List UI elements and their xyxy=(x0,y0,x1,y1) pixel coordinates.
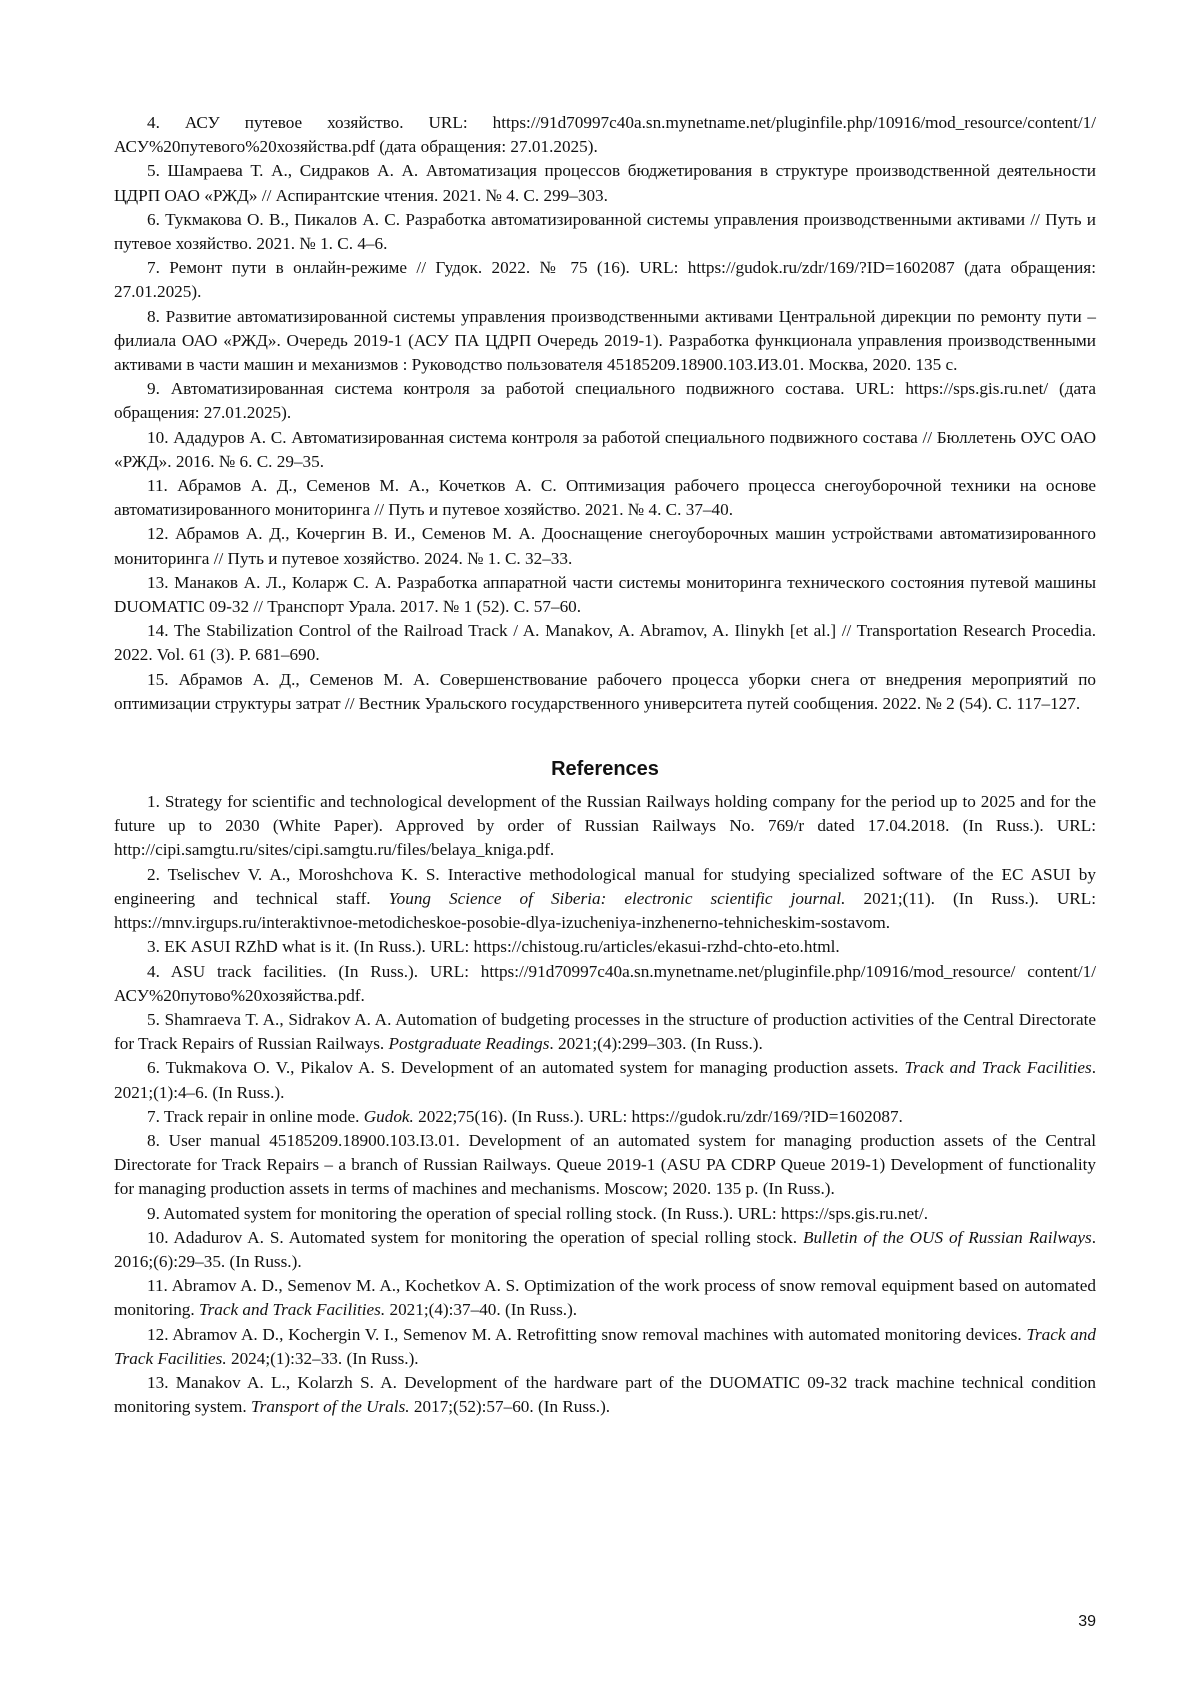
reference-item xyxy=(114,1008,1096,1056)
english-reference-list xyxy=(114,790,1096,1419)
reference-text: 11. Abramov A. D., Semenov M. A., Kochetkov A. S. Optimization of the work process of snow removal equipment based on automated monitoring. xyxy=(114,1276,1096,1319)
reference-details: . 2016;(6):29–35. (In Russ.). xyxy=(114,1228,1096,1271)
reference-item xyxy=(114,1323,1096,1371)
reference-item: 10. Ададуров А. С. Автоматизированная система контроля за работой специального подвижного состава // Бюл­летень ОУС ОАО «РЖД». 2016. № 6. С. 29–35. xyxy=(114,426,1096,474)
reference-text: 10. Adadurov A. S. Automated system for monitoring the operation of special rolling stock. xyxy=(147,1228,803,1247)
reference-source: Bulletin of the OUS of Russian Railways xyxy=(803,1228,1092,1247)
reference-item: 8. Развитие автоматизированной системы управления производственными активами Центральной дирекции по ремонту пути – филиала ОАО «РЖД». Очередь 2019-1 (АСУ ПА ЦДРП Очередь 2019-1). Разработка функционала управления производственными активами в части машин и механизмов : Руководство пользователя 45185209.18900.103.ИЗ.01. Москва, 2020. 135 с. xyxy=(114,305,1096,378)
reference-item: 4. АСУ путевое хозяйство. URL: https://91d70997c40a.sn.mynetname.net/pluginfile.php/10916/mod_resource/con­tent/1/АСУ%20путевого%20хозяйства.pdf (дата обращения: 27.01.2025). xyxy=(114,111,1096,159)
reference-text: 5. Shamraeva T. A., Sidrakov A. A. Automation of budgeting processes in the structure of production activities of the Central Directorate for Track Repairs of Russian Railways. xyxy=(114,1010,1096,1053)
reference-details: 2022;75(16). (In Russ.). URL: https://gudok.ru/zdr/169/?ID=1602087. xyxy=(414,1107,903,1126)
reference-item: 13. Манаков А. Л., Коларж С. А. Разработка аппаратной части системы мониторинга технического состояния пу­тевой машины DUOMATIC 09-32 // Транспорт Урала. 2017. № 1 (52). С. 57–60. xyxy=(114,571,1096,619)
reference-item xyxy=(114,863,1096,936)
reference-item: 6. Тукмакова О. В., Пикалов А. С. Разработка автоматизированной системы управления производственными ак­тивами // Путь и путевое хозяйство. 2021. № 1. С. 4–6. xyxy=(114,208,1096,256)
russian-reference-list xyxy=(114,111,1096,716)
reference-text: 3. EK ASUI RZhD what is it. (In Russ.). URL: https://chistoug.ru/articles/ekasui-rzhd-chto-eto.html. xyxy=(147,937,840,956)
reference-item xyxy=(114,790,1096,863)
reference-item xyxy=(114,1371,1096,1419)
reference-text: 8. User manual 45185209.18900.103.I3.01. Development of an automated system for managing production assets of the Central Directorate for Track Repairs – a branch of Russian Railways. Queue 2019-1 (ASU PA CDRP Queue 2019-1) Devel­opment of functionality for managing production assets in terms of machines and mechanisms. Moscow; 2020. 135 p. (In Russ.). xyxy=(114,1131,1096,1198)
reference-text: 12. Abramov A. D., Kochergin V. I., Semenov M. A. Retrofitting snow removal machines with automated monitoring devices. xyxy=(147,1325,1026,1344)
reference-source: Postgraduate Readings xyxy=(389,1034,550,1053)
reference-item: 14. The Stabilization Control of the Railroad Track / A. Manakov, A. Abramov, A. Ilinykh [et al.] // Transportation Re­search Procedia. 2022. Vol. 61 (3). P. 681–690. xyxy=(114,619,1096,667)
reference-item: 9. Автоматизированная система контроля за работой специального подвижного состава. URL: https://sps.gis.ru.net/ (дата обращения: 27.01.2025). xyxy=(114,377,1096,425)
reference-item: 15. Абрамов А. Д., Семенов М. А. Совершенствование рабочего процесса уборки снега от внедрения мероприятий по оптимизации структуры затрат // Вестник Уральского государственного университета путей сообщения. 2022. № 2 (54). С. 117–127. xyxy=(114,668,1096,716)
reference-item: 5. Шамраева Т. А., Сидраков А. А. Автоматизация процессов бюджетирования в структуре производственной де­ятельности ЦДРП ОАО «РЖД» // Аспирантские чтения. 2021. № 4. С. 299–303. xyxy=(114,159,1096,207)
reference-text: 1. Strategy for scientific and technological development of the Russian Railways holding company for the period up to 2025 and for the future up to 2030 (White Paper). Approved by order of Russian Railways No. 769/r dated 17.04.2018. (In Russ.). URL: http://cipi.samgtu.ru/sites/cipi.samgtu.ru/files/belaya_kniga.pdf. xyxy=(114,792,1096,859)
reference-source: Track and Track Facilities. xyxy=(114,1325,1096,1368)
reference-item xyxy=(114,1129,1096,1202)
reference-details: 2021;(4):37–40. (In Russ.). xyxy=(385,1300,577,1319)
reference-details: 2024;(1):32–33. (In Russ.). xyxy=(227,1349,419,1368)
reference-details: 2021;(11). (In Russ.). URL: https://mnv.irgups.ru/interaktivnoe-metodicheskoe-posobie-dlya-izucheniya-inzhenerno-tehnicheskim-sostavom. xyxy=(114,889,1096,932)
reference-source: Track and Track Facilities xyxy=(905,1058,1092,1077)
reference-item xyxy=(114,1202,1096,1226)
reference-text: 7. Track repair in online mode. xyxy=(147,1107,364,1126)
reference-item xyxy=(114,960,1096,1008)
reference-text: 13. Manakov A. L., Kolarzh S. A. Development of the hardware part of the DUOMATIC 09-32 track machine technical condition monitoring system. xyxy=(114,1373,1096,1416)
reference-source: Transport of the Urals. xyxy=(251,1397,410,1416)
reference-item xyxy=(114,1226,1096,1274)
reference-item xyxy=(114,1274,1096,1322)
reference-text: 9. Automated system for monitoring the operation of special rolling stock. (In Russ.). URL: https://sps.gis.ru.net/. xyxy=(147,1204,928,1223)
reference-item: 11. Абрамов А. Д., Семенов М. А., Кочетков А. С. Оптимизация рабочего процесса снегоуборочной техники на основе автоматизированного мониторинга // Путь и путевое хозяйство. 2021. № 4. С. 37–40. xyxy=(114,474,1096,522)
page-number: 39 xyxy=(1078,1613,1096,1631)
reference-item: 7. Ремонт пути в онлайн-режиме // Гудок. 2022. № 75 (16). URL: https://gudok.ru/zdr/169/?ID=1602087 (дата обра­щения: 27.01.2025). xyxy=(114,256,1096,304)
reference-details: . 2021;(1):4–6. (In Russ.). xyxy=(114,1058,1096,1101)
reference-details: 2017;(52):57–60. (In Russ.). xyxy=(410,1397,611,1416)
reference-item: 12. Абрамов А. Д., Кочергин В. И., Семенов М. А. Дооснащение снегоуборочных машин устройствами автомати­зированного мониторинга // Путь и путевое хозяйство. 2024. № 1. С. 32–33. xyxy=(114,522,1096,570)
reference-text: 2. Tselischev V. A., Moroshchova K. S. Interactive methodological manual for studying specialized software of the EC ASUI by engineering and technical staff. xyxy=(114,865,1096,908)
reference-text: 4. ASU track facilities. (In Russ.). URL: https://91d70997c40a.sn.mynetname.net/pluginfile.php/10916/mod_resource/ content/1/АСУ%20путово%20хозяйства.pdf. xyxy=(114,962,1096,1005)
reference-source: Track and Track Facilities. xyxy=(199,1300,385,1319)
reference-item xyxy=(114,1105,1096,1129)
reference-text: 6. Tukmakova O. V., Pikalov A. S. Development of an automated system for managing production assets. xyxy=(147,1058,905,1077)
reference-details: . 2021;(4):299–303. (In Russ.). xyxy=(549,1034,762,1053)
reference-item xyxy=(114,935,1096,959)
reference-source: Young Science of Siberia: electronic scientific journal. xyxy=(389,889,846,908)
reference-item xyxy=(114,1056,1096,1104)
page-content xyxy=(114,111,1096,1419)
references-heading: References xyxy=(114,756,1096,782)
reference-source: Gudok. xyxy=(364,1107,414,1126)
